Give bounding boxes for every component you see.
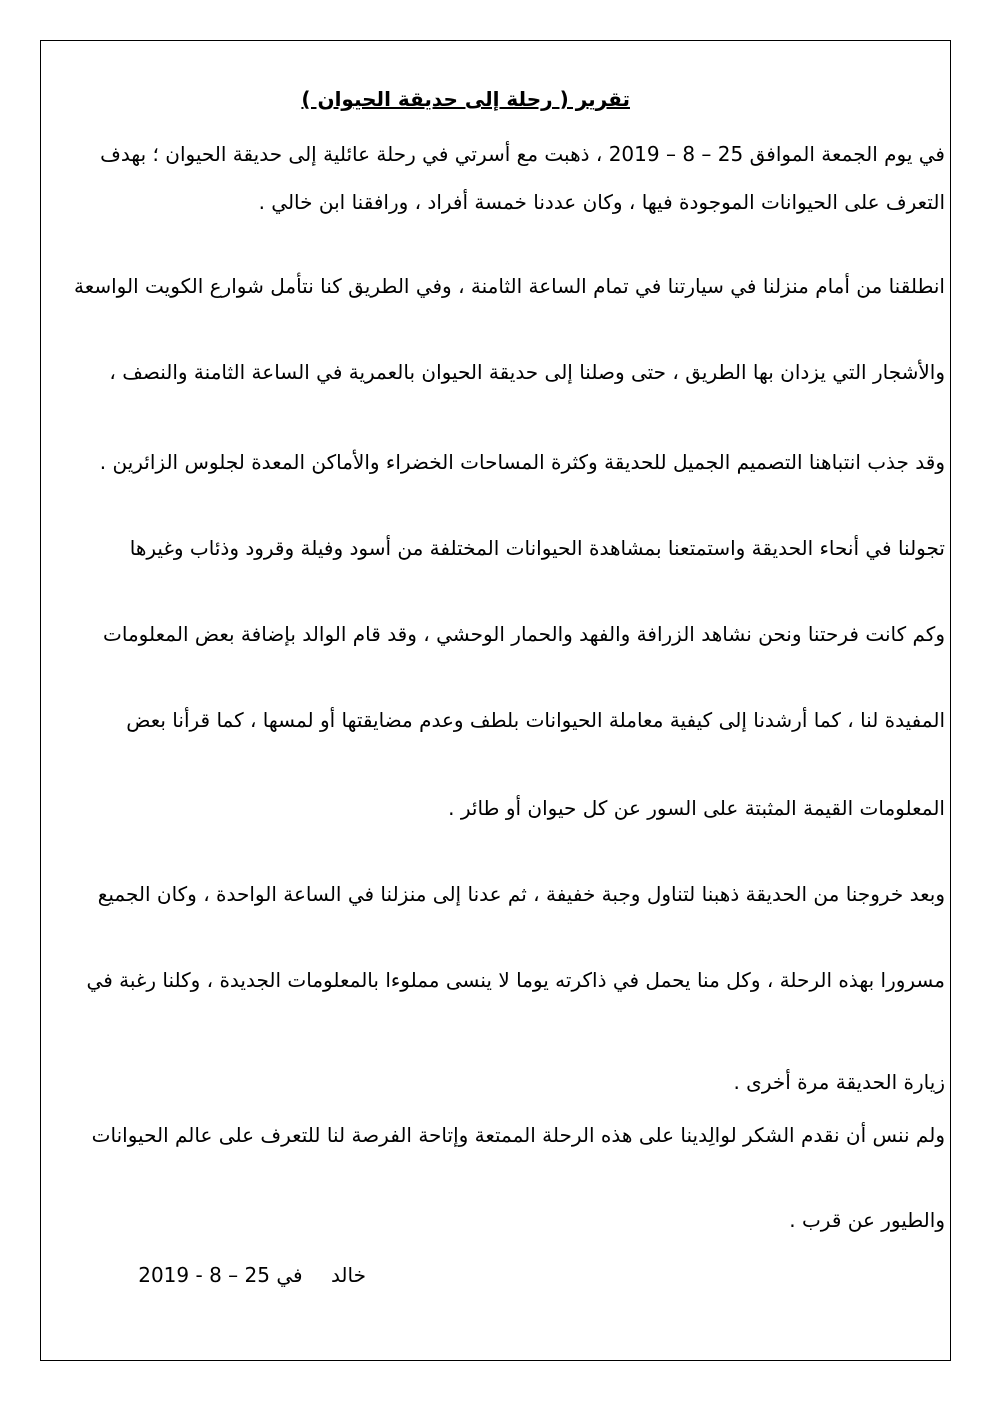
body-line: المفيدة لنا ، كما أرشدنا إلى كيفية معاملة الحيوانات بلطف وعدم مضايقتها أو لمسها ، كما قرأنا بعض: [126, 708, 945, 732]
body-line: زيارة الحديقة مرة أخرى .: [733, 1070, 945, 1094]
body-line: وكم كانت فرحتنا ونحن نشاهد الزرافة والفهد والحمار الوحشي ، وقد قام الوالد بإضافة بعض المعلومات: [103, 622, 945, 646]
body-line: والأشجار التي يزدان بها الطريق ، حتى وصلنا إلى حديقة الحيوان بالعمرية في الساعة الثامنة والنصف ،: [109, 360, 945, 384]
body-line: تجولنا في أنحاء الحديقة واستمتعنا بمشاهدة الحيوانات المختلفة من أسود وفيلة وقرود وذئاب وغيرها: [129, 536, 945, 560]
signature-block: [138, 1262, 366, 1288]
body-line: وقد جذب انتباهنا التصميم الجميل للحديقة وكثرة المساحات الخضراء والأماكن المعدة لجلوس الزائرين .: [99, 450, 945, 474]
body-line: مسرورا بهذه الرحلة ، وكل منا يحمل في ذاكرته يوما لا ينسى مملوءا بالمعلومات الجديدة ، وكلنا رغبة في: [86, 968, 945, 992]
page-border: [40, 40, 951, 1361]
signature-name: خالد: [330, 1263, 366, 1287]
body-line: في يوم الجمعة الموافق 25 – 8 – 2019 ، ذهبت مع أسرتي في رحلة عائلية إلى حديقة الحيوان ؛ بهدف: [100, 142, 945, 166]
report-title: تقرير ( رحلة إلى حديقة الحيوان ): [301, 87, 630, 111]
body-line: والطيور عن قرب .: [789, 1208, 945, 1232]
signature-date: في 25 – 8 - 2019: [138, 1263, 303, 1287]
body-line: وبعد خروجنا من الحديقة ذهبنا لتناول وجبة خفيفة ، ثم عدنا إلى منزلنا في الساعة الواحدة ، وكان الجميع: [97, 882, 945, 906]
body-line: المعلومات القيمة المثبتة على السور عن كل حيوان أو طائر .: [448, 796, 945, 820]
body-line: التعرف على الحيوانات الموجودة فيها ، وكان عددنا خمسة أفراد ، ورافقنا ابن خالي .: [258, 190, 945, 214]
body-line: ولم ننس أن نقدم الشكر لوالِدينا على هذه الرحلة الممتعة وإتاحة الفرصة لنا للتعرف على عالم الحيوانات: [91, 1123, 945, 1147]
body-line: انطلقنا من أمام منزلنا في سيارتنا في تمام الساعة الثامنة ، وفي الطريق كنا نتأمل شوارع الكويت الواسعة: [74, 274, 945, 298]
